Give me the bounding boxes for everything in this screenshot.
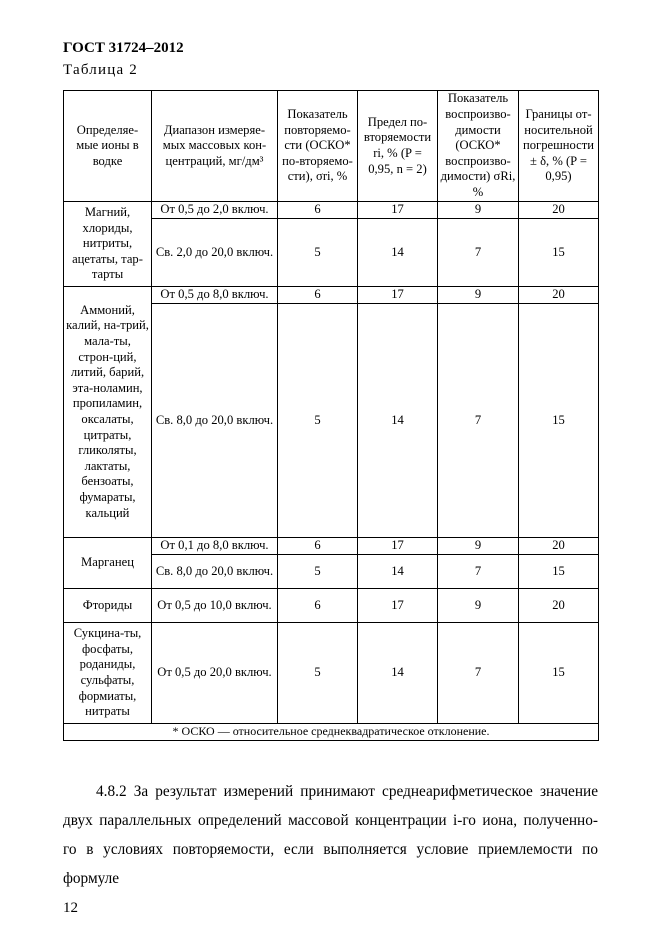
col-header-error-bounds: Границы от-носительной погрешности ± δ, % (P = 0,95) bbox=[519, 91, 599, 202]
value-cell: 6 bbox=[278, 589, 358, 623]
value-cell: 7 bbox=[438, 555, 519, 589]
value-cell: 15 bbox=[519, 304, 599, 538]
value-cell: 20 bbox=[519, 538, 599, 555]
paragraph-line: двух параллельных определений массовой концентрации i-го иона, полученно- bbox=[63, 812, 598, 829]
value-cell: 14 bbox=[358, 623, 438, 724]
value-cell: 7 bbox=[438, 304, 519, 538]
value-cell: 9 bbox=[438, 202, 519, 219]
range-cell: Св. 8,0 до 20,0 включ. bbox=[152, 555, 278, 589]
col-header-repeatability: Показатель повторяемо-сти (ОСКО* по-вторяемо-сти), σri, % bbox=[278, 91, 358, 202]
ion-cell: Фториды bbox=[64, 589, 152, 623]
paragraph-line: 4.8.2 За результат измерений принимают среднеарифметическое значение bbox=[96, 783, 598, 800]
value-cell: 17 bbox=[358, 202, 438, 219]
value-cell: 5 bbox=[278, 304, 358, 538]
ion-cell: Аммоний, калий, на-трий, мала-ты, строн-ций, литий, барий, эта-ноламин, пропиламин, оксалаты, цитраты, гликоляты, лактаты, бензоаты, фумараты, кальций bbox=[64, 287, 152, 538]
col-header-ion: Определяе-мые ионы в водке bbox=[64, 91, 152, 202]
value-cell: 7 bbox=[438, 623, 519, 724]
value-cell: 15 bbox=[519, 219, 599, 287]
value-cell: 15 bbox=[519, 623, 599, 724]
value-cell: 5 bbox=[278, 555, 358, 589]
ion-cell: Марганец bbox=[64, 538, 152, 589]
range-cell: От 0,5 до 10,0 включ. bbox=[152, 589, 278, 623]
col-header-range: Диапазон измеряе-мых массовых кон-центраций, мг/дм³ bbox=[152, 91, 278, 202]
range-cell: Св. 8,0 до 20,0 включ. bbox=[152, 304, 278, 538]
value-cell: 20 bbox=[519, 287, 599, 304]
paragraph-line: го в условиях повторяемости, если выполняется условие приемлемости по bbox=[63, 841, 598, 858]
table-row bbox=[64, 287, 599, 304]
footnote-row bbox=[64, 724, 599, 741]
table-row bbox=[64, 538, 599, 555]
table-row bbox=[64, 202, 599, 219]
value-cell: 6 bbox=[278, 202, 358, 219]
table-caption: Таблица 2 bbox=[63, 62, 138, 78]
table-row bbox=[64, 623, 599, 724]
value-cell: 5 bbox=[278, 219, 358, 287]
range-cell: От 0,5 до 2,0 включ. bbox=[152, 202, 278, 219]
ion-cell: Магний, хлориды, нитриты, ацетаты, тар-тарты bbox=[64, 202, 152, 287]
range-cell: От 0,5 до 8,0 включ. bbox=[152, 287, 278, 304]
value-cell: 6 bbox=[278, 287, 358, 304]
value-cell: 5 bbox=[278, 623, 358, 724]
range-cell: От 0,5 до 20,0 включ. bbox=[152, 623, 278, 724]
value-cell: 14 bbox=[358, 555, 438, 589]
value-cell: 9 bbox=[438, 538, 519, 555]
col-header-repeat-limit: Предел по-вторяемости ri, % (P = 0,95, n = 2) bbox=[358, 91, 438, 202]
range-cell: От 0,1 до 8,0 включ. bbox=[152, 538, 278, 555]
value-cell: 14 bbox=[358, 219, 438, 287]
document-header: ГОСТ 31724–2012 bbox=[63, 40, 184, 56]
page-number: 12 bbox=[63, 900, 78, 916]
value-cell: 17 bbox=[358, 589, 438, 623]
ion-cell: Сукцина-ты, фосфаты, роданиды, сульфаты, формиаты, нитраты bbox=[64, 623, 152, 724]
value-cell: 20 bbox=[519, 589, 599, 623]
value-cell: 17 bbox=[358, 287, 438, 304]
value-cell: 7 bbox=[438, 219, 519, 287]
value-cell: 15 bbox=[519, 555, 599, 589]
value-cell: 6 bbox=[278, 538, 358, 555]
table-header-row bbox=[64, 91, 599, 202]
table-row bbox=[64, 589, 599, 623]
value-cell: 9 bbox=[438, 589, 519, 623]
range-cell: Св. 2,0 до 20,0 включ. bbox=[152, 219, 278, 287]
precision-table bbox=[63, 90, 599, 741]
paragraph-line: формуле bbox=[63, 870, 120, 887]
value-cell: 17 bbox=[358, 538, 438, 555]
value-cell: 20 bbox=[519, 202, 599, 219]
col-header-reproducibility: Показатель воспроизво-димости (ОСКО* воспроизво-димости) σRi, % bbox=[438, 91, 519, 202]
value-cell: 14 bbox=[358, 304, 438, 538]
value-cell: 9 bbox=[438, 287, 519, 304]
footnote: * ОСКО — относительное среднеквадратическое отклонение. bbox=[64, 724, 599, 741]
